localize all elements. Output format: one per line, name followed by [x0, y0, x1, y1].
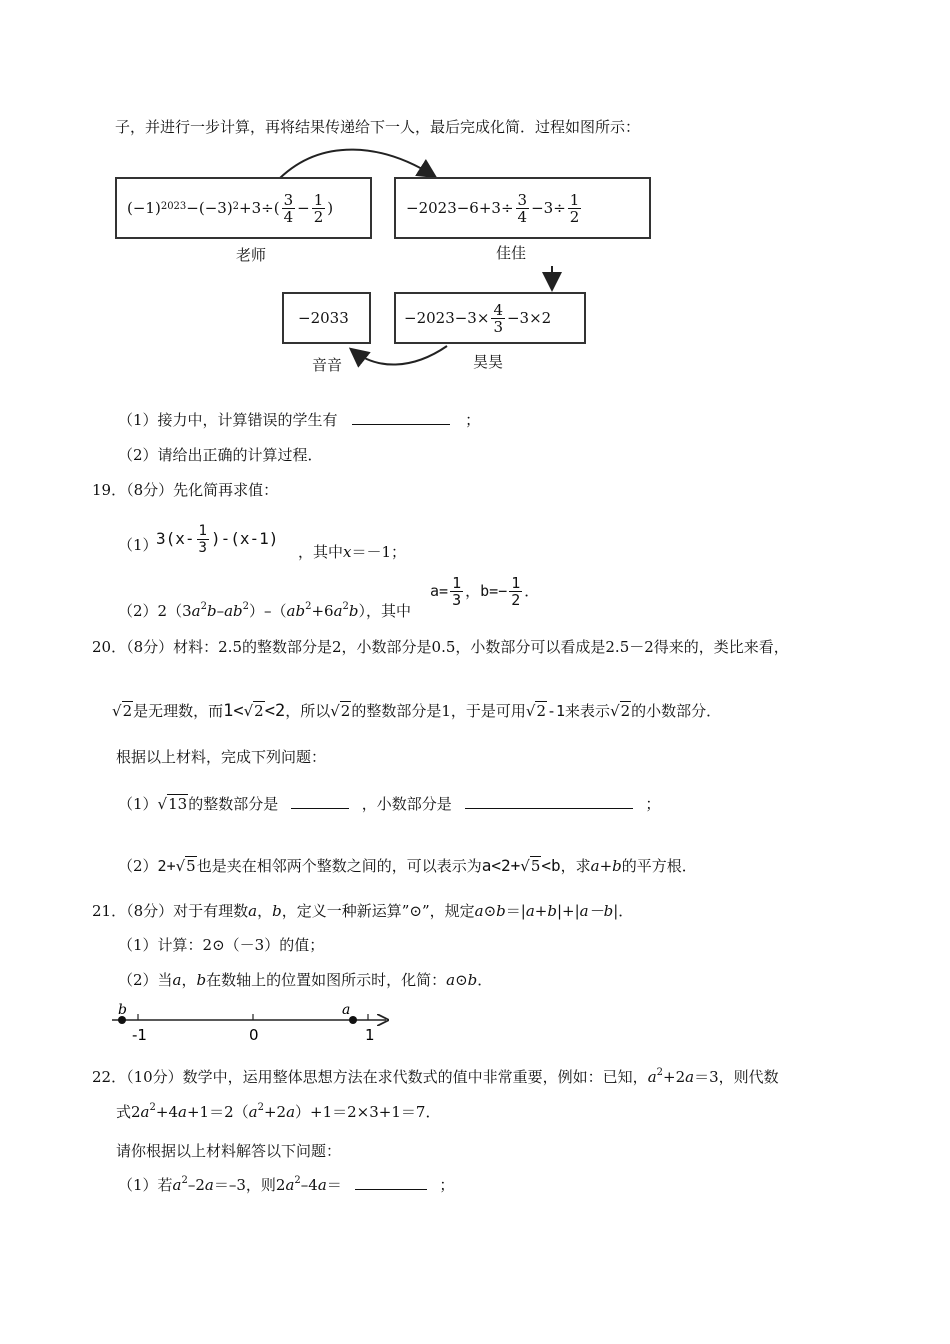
q22-line3: 请你根据以上材料解答以下问题：	[116, 1142, 342, 1160]
yinyin-expr: −2033	[298, 309, 349, 327]
yinyin-label: 音音	[312, 356, 343, 374]
label-point-a: a	[342, 1002, 351, 1018]
yinyin-box	[282, 292, 371, 344]
q18-part1: （1）接力中，计算错误的学生有 ；	[118, 411, 481, 429]
jiajia-expr-a: −2023−6+3÷	[406, 199, 514, 217]
q19-part1: （1）	[118, 536, 158, 554]
label-0: 0	[249, 1026, 259, 1044]
q20-line2: √2是无理数，而1<√2<2，所以√2的整数部分是1，于是可用√2-1来表示√2的小数部分．	[112, 701, 722, 721]
teacher-expr-a: (−1)	[127, 199, 161, 217]
intro-text: 子，并进行一步计算，再将结果传递给下一人，最后完成化简．过程如图所示：	[115, 118, 641, 136]
jiajia-label: 佳佳	[496, 244, 527, 262]
teacher-close: )	[327, 199, 334, 217]
q20-line3: 根据以上材料，完成下列问题：	[116, 748, 327, 766]
q20-part2: （2）2+√5也是夹在相邻两个整数之间的，可以表示为a<2+√5<b，求a+b的平方根．	[118, 856, 697, 875]
label-1: 1	[365, 1026, 375, 1044]
q22-answer-blank[interactable]	[355, 1175, 427, 1190]
q22-line2: 式$2a^2+4a+1=2(a^2+2a)+1=2\times 3+1=7$．	[116, 1102, 441, 1121]
q21-part1: （1）计算：2⊙（－3）的值；	[118, 936, 325, 954]
q19-part2-values: a= $\frac{1}{3}$ ，b=− $\frac{1}{2}$ ．	[430, 574, 540, 609]
jiajia-box	[394, 177, 651, 239]
q20-decimal-part-blank[interactable]	[465, 794, 633, 809]
q18-answer-blank[interactable]	[352, 410, 450, 425]
jiajia-mid: −3÷	[531, 199, 566, 217]
teacher-expr-b: −(−3)	[186, 199, 233, 217]
jiajia-frac1: $\frac{3}{4}$	[517, 190, 528, 226]
number-line	[108, 998, 398, 1044]
q20-line1: 20．（8分）材料：2.5的整数部分是2，小数部分是0.5，小数部分可以看成是2.5－2得来的，类比来看，	[92, 638, 789, 656]
q19-title: 19．（8分）先化简再求值：	[92, 481, 279, 499]
arrow-teacher-to-jiajia	[280, 150, 434, 178]
haohao-label: 昊昊	[473, 353, 504, 371]
label-neg1: -1	[132, 1026, 147, 1044]
teacher-expr-c: +3÷(	[239, 199, 280, 217]
q18-part2: （2）请给出正确的计算过程．	[118, 446, 323, 464]
q19-part1-expr: 3(x- $\frac{1}{3}$ )-(x-1)	[156, 523, 279, 556]
teacher-label: 老师	[236, 246, 267, 264]
q22-part1: （1）若$a^2-2a=-3$，则$2a^2-4a=$ ；	[118, 1175, 455, 1194]
q22-line1: 22．（10分）数学中，运用整体思想方法在求代数式的值中非常重要，例如：已知，$a^2+2a=3$，则代数	[92, 1067, 779, 1086]
q19-part1-condition: ，其中x＝－1；	[298, 543, 407, 561]
haohao-tail: −3×2	[506, 309, 552, 327]
teacher-minus: −	[297, 199, 310, 217]
teacher-frac2: $\frac{1}{2}$	[313, 190, 324, 226]
haohao-box	[394, 292, 586, 344]
arrow-haohao-to-yinyin	[352, 346, 447, 365]
q21-part2: （2）当a，b在数轴上的位置如图所示时，化简：a⊙b．	[118, 971, 493, 989]
teacher-box: (−1) $^{2023}$ −(−3) $^2$ +3÷( $\frac{3}{4}$ − $\frac{1}{2}$ )	[115, 177, 372, 239]
q20-integer-part-blank[interactable]	[291, 794, 349, 809]
jiajia-frac2: $\frac{1}{2}$	[569, 190, 580, 226]
q21-line1: 21．（8分）对于有理数a，b，定义一种新运算”⊙”，规定a⊙b＝|a+b|+|a－b|．	[92, 902, 634, 920]
q20-part1: （1）√13的整数部分是 ，小数部分是 ；	[118, 795, 661, 813]
label-point-b: b	[118, 1002, 127, 1018]
haohao-frac: $\frac{4}{3}$	[493, 300, 503, 336]
haohao-expr-a: −2023−3×	[404, 309, 490, 327]
teacher-frac1: $\frac{3}{4}$	[283, 190, 294, 226]
q19-part2: $(2)2(3a^2b-ab^2)-(ab^2+6a^2b)$，其中	[118, 601, 412, 620]
